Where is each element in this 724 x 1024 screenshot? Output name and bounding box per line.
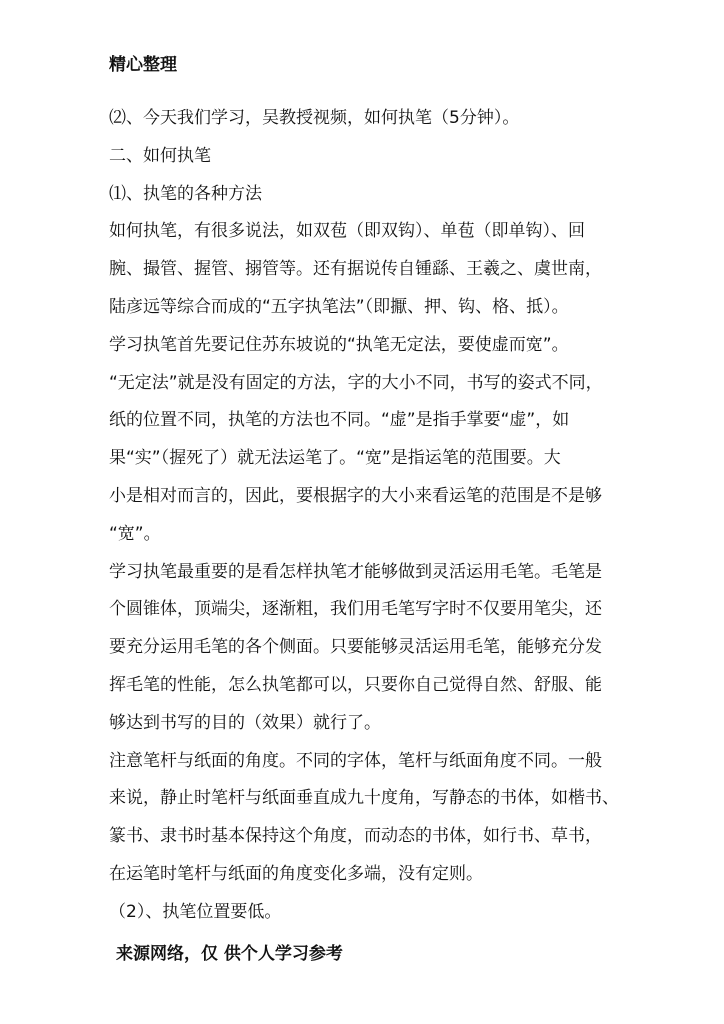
text-line: ⑵、今天我们学习，吴教授视频，如何执笔（5分钟）。 <box>109 108 520 128</box>
text-line: 学习执笔最重要的是看怎样执笔才能够做到灵活运用毛笔。毛笔是 <box>109 561 602 582</box>
page-header-title: 精心整理 <box>109 55 177 75</box>
text-line: 学习执笔首先要记住苏东坡说的“执笔无定法，要使虚而宽”。 <box>109 334 569 355</box>
text-line: 注意笔杆与纸面的角度。不同的字体，笔杆与纸面角度不同。一般 <box>109 750 602 771</box>
text-line: 纸的位置不同，执笔的方法也不同。“虚”是指手掌要“虚”，如 <box>109 410 570 431</box>
text-line: “宽”。 <box>109 523 161 544</box>
section-heading: 二、如何执笔 <box>109 145 211 166</box>
page-footer-note: 来源网络，仅 供个人学习参考 <box>116 944 343 964</box>
text-line: “无定法”就是没有固定的方法，字的大小不同，书写的姿式不同， <box>109 372 603 393</box>
text-line: 如何执笔，有很多说法，如双苞（即双钩）、单苞（即单钩）、回 <box>109 221 585 242</box>
document-body <box>109 100 619 932</box>
text-line: 果“实”（握死了）就无法运笔了。“宽”是指运笔的范围要。大 <box>109 448 561 469</box>
text-line: 篆书、隶书时基本保持这个角度，而动态的书体，如行书、草书， <box>109 826 602 847</box>
text-line: 在运笔时笔杆与纸面的角度变化多端，没有定则。 <box>109 863 483 884</box>
text-line: 挥毛笔的性能，怎么执笔都可以，只要你自己觉得自然、舒服、能 <box>109 674 602 695</box>
subsection-heading: ⑴、执笔的各种方法 <box>109 183 262 204</box>
subsection-heading: （2）、执笔位置要低。 <box>109 901 282 922</box>
text-line: 要充分运用毛笔的各个侧面。只要能够灵活运用毛笔，能够充分发 <box>109 637 602 658</box>
text-line: 陆彦远等综合而成的“五字执笔法”（即擫、押、钩、格、抵）。 <box>109 296 569 317</box>
text-line: 够达到书写的目的（效果）就行了。 <box>109 712 381 733</box>
text-line: 腕、撮管、握管、搦管等。还有据说传自锺繇、王羲之、虞世南， <box>109 259 602 280</box>
text-line: 小是相对而言的，因此，要根据字的大小来看运笔的范围是不是够 <box>109 485 602 506</box>
text-line: 来说，静止时笔杆与纸面垂直成九十度角，写静态的书体，如楷书、 <box>109 788 619 809</box>
text-line: 个圆锥体，顶端尖，逐渐粗，我们用毛笔写字时不仅要用笔尖，还 <box>109 599 602 620</box>
